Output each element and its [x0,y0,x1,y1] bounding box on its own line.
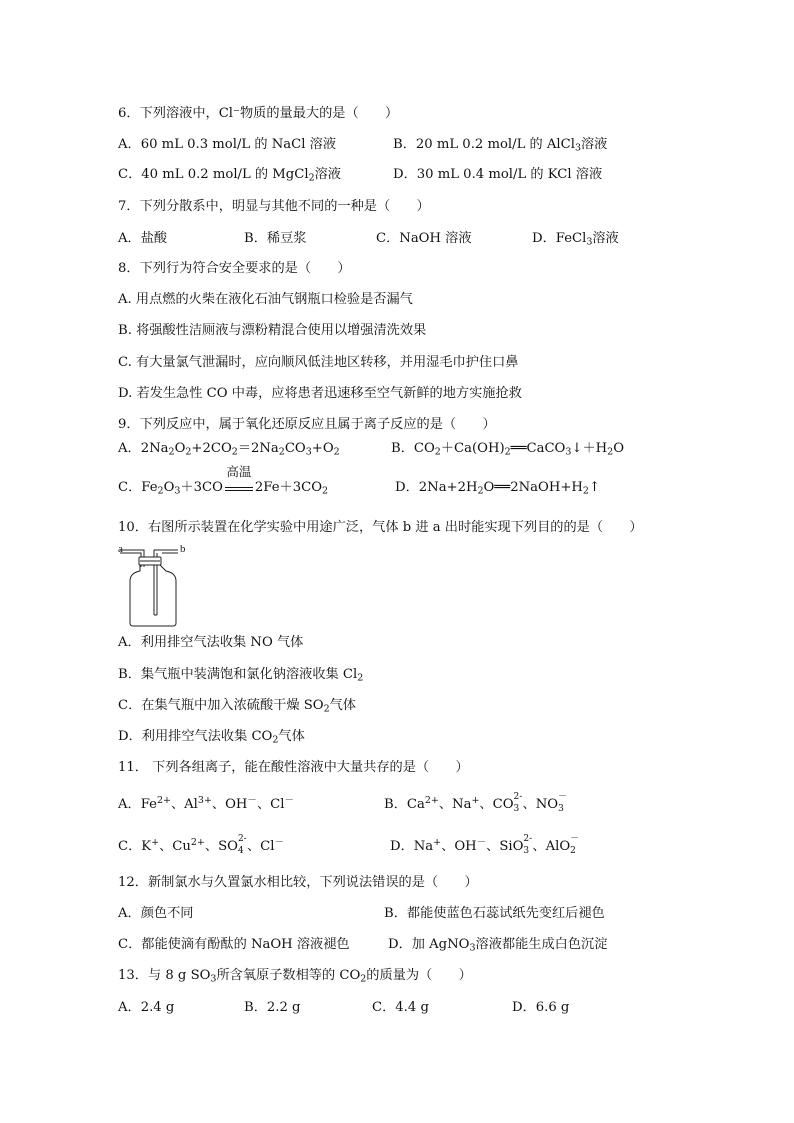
q6-stem: 6．下列溶液中，Cl⁻物质的量最大的是（ ） [118,106,399,121]
q11-option-b: B．$Ca^{2+}$、Na+、CO 2- 3 、NO － 3 [384,792,568,814]
q8-option-c: C. 有大量氯气泄漏时，应向顺风低洼地区转移，并用湿毛巾护住口鼻 [118,355,519,370]
q8-option-d: D. 若发生急性 CO 中毒，应将患者迅速移至空气新鲜的地方实施抢救 [118,386,522,401]
q12-option-d: D．加 AgNO$_3$溶液都能生成白色沉淀 [388,937,608,954]
q8-option-b: B. 将强酸性洁厕液与漂粉精混合使用以增强清洗效果 [118,323,427,338]
q12-option-b: B．都能使蓝色石蕊试纸先变红后褪色 [384,906,605,921]
q12-stem: 12．新制氯水与久置氯水相比较，下列说法错误的是（ ） [118,875,478,890]
q13-option-c: C．4.4 g [372,1000,429,1015]
q11-option-d: D．Na+、OH－、SiO 2- 3 、AlO － 2 [390,834,580,856]
q11-option-c: C．K+、$Cu^{2+}$、SO 2- 4 、Cl－ [118,834,284,856]
q13-option-b: B．2.2 g [244,1000,301,1015]
q6-option-b: B．20 mL 0.2 mol/L 的 AlCl$_3$溶液 [393,137,608,154]
q10-option-a: A．利用排空气法收集 NO 气体 [118,635,304,650]
q9-stem: 9．下列反应中，属于氧化还原反应且属于离子反应的是（ ） [118,417,496,432]
tube-label-a: a [118,543,123,555]
tube-label-b: b [180,543,186,555]
q9-option-c: C．$Fe_2O_3+3CO$ 高温 $2Fe+3CO_2$ [118,464,329,497]
q9-reaction-condition: 高温 [224,479,254,497]
q6-option-a: A．60 mL 0.3 mol/L 的 NaCl 溶液 [118,137,337,152]
q6-option-d: D．30 mL 0.4 mol/L 的 KCl 溶液 [393,167,603,182]
q10-option-d: D．利用排空气法收集 $CO_2$气体 [118,729,305,746]
q10-stem: 10．右图所示装置在化学实验中用途广泛，气体 b 进 a 出时能实现下列目的的是（ ） [118,520,643,535]
q7-option-c: C．NaOH 溶液 [376,231,472,246]
q9-option-b: B．$CO_2+Ca(OH)_2══CaCO_3↓+H_2O$ [391,441,625,458]
q12-option-c: C．都能使滴有酚酞的 NaOH 溶液褪色 [118,937,350,952]
q7-option-d: D．FeCl$_3$溶液 [532,231,619,248]
q12-option-a: A．颜色不同 [118,906,194,921]
q8-option-a: A. 用点燃的火柴在液化石油气钢瓶口检验是否漏气 [118,292,413,307]
q8-stem: 8．下列行为符合安全要求的是（ ） [118,261,351,276]
q7-stem: 7．下列分散系中，明显与其他不同的一种是（ ） [118,199,430,214]
q6-option-c: C．40 mL 0.2 mol/L 的 MgCl$_2$溶液 [118,167,341,184]
q7-option-b: B．稀豆浆 [244,231,307,246]
q13-option-d: D．6.6 g [512,1000,570,1015]
q13-stem: 13．与 8 g $SO_3$所含氧原子数相等的 $CO_2$的质量为（ ） [118,968,472,985]
q10-option-c: C．在集气瓶中加入浓硫酸干燥 $SO_2$气体 [118,698,356,715]
q7-option-a: A．盐酸 [118,231,168,246]
gas-washing-bottle-diagram [118,543,188,627]
q9-option-d: D．$2Na+2H_2O══2NaOH+H_2↑$ [395,480,601,497]
q10-option-b: B．集气瓶中装满饱和氯化钠溶液收集 $Cl_2$ [118,667,364,684]
q11-stem: 11． 下列各组离子，能在酸性溶液中大量共存的是（ ） [118,760,469,775]
q13-option-a: A．2.4 g [118,1000,175,1015]
q9-option-a: A．$2Na_2O_2+2CO_2=2Na_2CO_3+O_2$ [118,441,340,458]
q11-option-a: A．$Fe^{2+}$、$Al^{3+}$、OH－、Cl－ [118,794,294,812]
